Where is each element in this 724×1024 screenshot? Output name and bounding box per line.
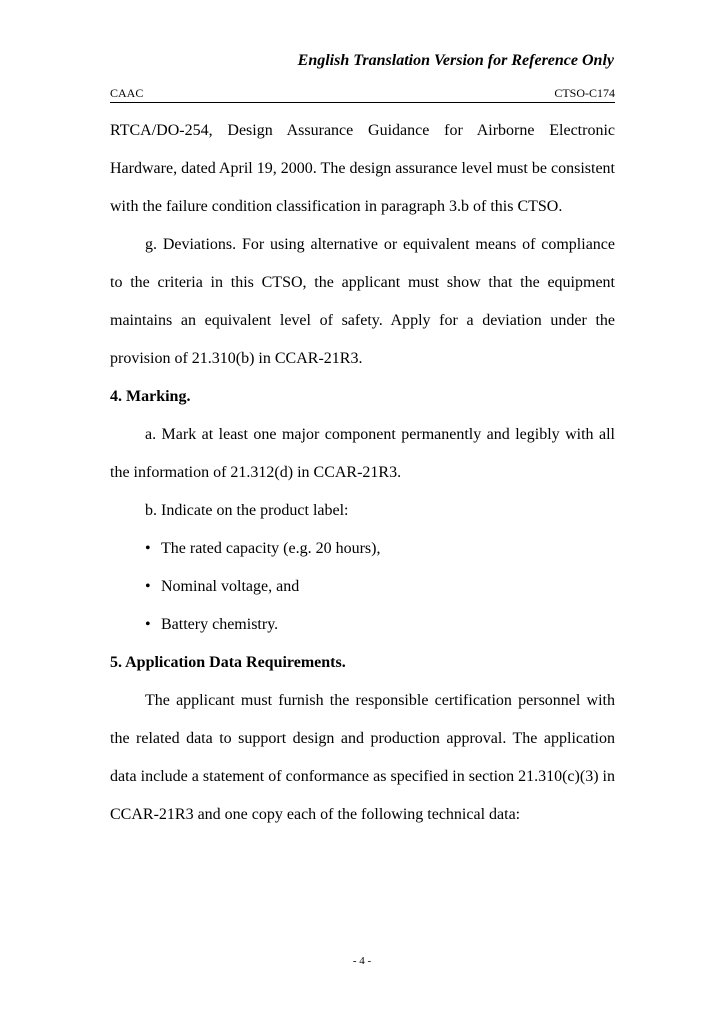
paragraph-design-assurance: RTCA/DO-254, Design Assurance Guidance for Airborne Electronic Hardware, dated April 19, 2000. The design assurance level must be consistent with the failure condition classification in paragraph 3.b of this CTSO. (110, 122, 615, 215)
paragraph-marking-b: b. Indicate on the product label: (145, 502, 349, 519)
section-heading-marking: 4. Marking. (110, 388, 191, 405)
bullet-icon: • (145, 540, 151, 557)
page-number: - 4 - (352, 955, 372, 967)
translation-banner: English Translation Version for Reference Only (297, 52, 614, 69)
section-heading-application-data: 5. Application Data Requirements. (110, 654, 346, 671)
paragraph-application-data: The applicant must furnish the responsible certification personnel with the related data to support design and production approval. The application data include a statement of conformance as specified in section 21.310(c)(3) in CCAR-21R3 and one copy each of the following technical data: (110, 692, 615, 823)
paragraph-deviations: g. Deviations. For using alternative or equivalent means of compliance to the criteria in this CTSO, the applicant must show that the equipment maintains an equivalent level of safety. Apply for a deviation under the provision of 21.310(b) in CCAR-21R3. (110, 236, 615, 367)
bullet-text: Nominal voltage, and (161, 578, 300, 595)
bullet-item-nominal-voltage (110, 568, 615, 606)
page-header (110, 86, 615, 103)
bullet-item-battery-chemistry (110, 606, 615, 644)
bullet-item-rated-capacity (110, 530, 615, 568)
document-body (110, 112, 615, 834)
header-org: CAAC (110, 86, 144, 100)
header-doc-id: CTSO-C174 (554, 86, 615, 100)
bullet-text: Battery chemistry. (161, 616, 279, 633)
bullet-icon: • (145, 616, 151, 633)
bullet-icon: • (145, 578, 151, 595)
paragraph-marking-a: a. Mark at least one major component permanently and legibly with all the information of 21.312(d) in CCAR-21R3. (110, 426, 615, 481)
bullet-text: The rated capacity (e.g. 20 hours), (161, 540, 381, 557)
